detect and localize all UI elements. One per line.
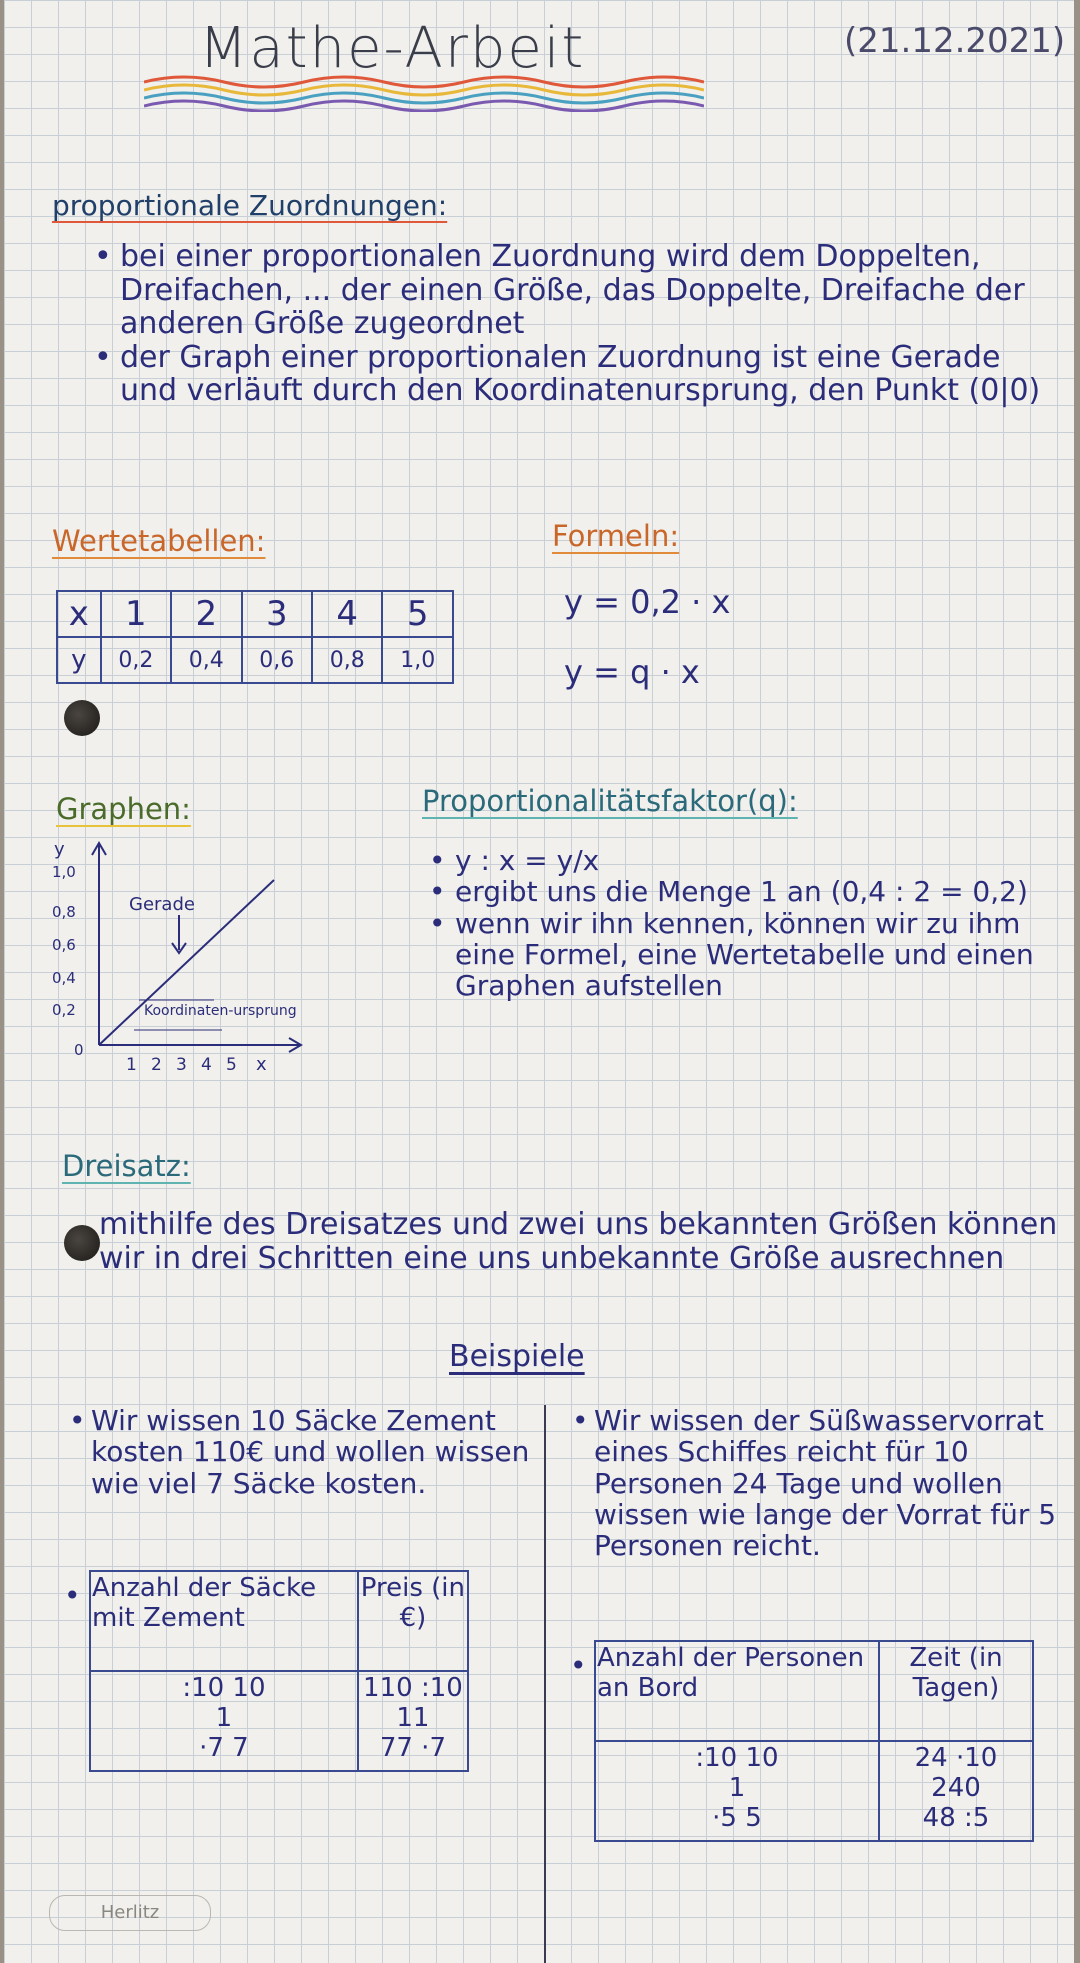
- werte-cell: 3: [242, 591, 312, 637]
- werte-cell: y: [57, 637, 101, 683]
- graph-y-tick: 0,2: [52, 1001, 76, 1019]
- date-label: (21.12.2021): [844, 21, 1066, 61]
- werte-cell: 0,4: [171, 637, 241, 683]
- example-1-left-1: :10 10: [182, 1673, 266, 1703]
- formula-2: y = q · x: [564, 653, 700, 691]
- example-1-left-2: 1: [215, 1703, 233, 1733]
- werte-cell: 1,0: [382, 637, 453, 683]
- graph-x-tick: 1: [126, 1055, 137, 1075]
- punch-hole: [64, 700, 100, 736]
- werte-cell: 0,2: [101, 637, 171, 683]
- heading-wertetabellen: Wertetabellen:: [52, 524, 266, 558]
- graph-x-tick: 4: [201, 1055, 212, 1075]
- graph-x-axis-label: x: [256, 1054, 267, 1075]
- werte-cell: 2: [171, 591, 241, 637]
- heading-proportionalitaetsfaktor: Proportionalitätsfaktor(q):: [422, 784, 798, 818]
- example-2-col1-header: Anzahl der Personen an Bord: [595, 1641, 879, 1741]
- example-1-col1-header: Anzahl der Säcke mit Zement: [90, 1571, 358, 1671]
- herlitz-logo-text: Herlitz: [100, 1902, 160, 1923]
- punch-hole: [64, 1225, 100, 1261]
- example-2-sentence: Wir wissen der Süßwasservorrat eines Schiffes reicht für 10 Personen 24 Tage und wollen wissen wie lange der Vorrat für 5 Personen reicht.: [594, 1404, 1057, 1563]
- example-1-right-1: 110 :10: [363, 1673, 463, 1703]
- prop-bullet-1: • bei einer proportionalen Zuordnung wird dem Doppelten, Dreifachen, ... der einen Größe, das Doppelte, Dreifache der anderen Größe zugeordnet: [94, 240, 1054, 341]
- werte-cell: 0,8: [312, 637, 382, 683]
- graph-y-tick: 0: [74, 1041, 84, 1059]
- example-2-table: [594, 1640, 1034, 1842]
- example-1-text: • Wir wissen 10 Säcke Zement kosten 110€ und wollen wissen wie viel 7 Säcke kosten.: [69, 1404, 530, 1500]
- graph-y-axis-label: y: [54, 839, 65, 860]
- example-2-left-1: :10 10: [695, 1743, 779, 1773]
- example-1-right-3: 77 ·7: [379, 1733, 446, 1763]
- prop-bullet-list: [94, 240, 1054, 408]
- example-1-bullet-dot: •: [64, 1579, 81, 1612]
- werte-cell: x: [57, 591, 101, 637]
- example-2-col2-header: Zeit (in Tagen): [879, 1641, 1033, 1741]
- page-title: Mathe-Arbeit: [199, 16, 586, 81]
- example-2-right-2: 240: [931, 1773, 981, 1803]
- example-2-right-1: 24 ·10: [914, 1743, 998, 1773]
- title-underline-decoration: [144, 72, 704, 112]
- proportional-graph: [44, 835, 334, 1075]
- example-2-left-3: ·5 5: [712, 1803, 762, 1833]
- graph-y-tick: 0,8: [52, 903, 76, 921]
- graph-label-gerade: Gerade: [129, 894, 195, 915]
- graph-y-tick: 0,4: [52, 969, 76, 987]
- heading-formeln: Formeln:: [552, 519, 680, 553]
- example-1-col2-header: Preis (in €): [358, 1571, 468, 1671]
- example-2-text: • Wir wissen der Süßwasservorrat eines Schiffes reicht für 10 Personen 24 Tage und wollen wissen wie lange der Vorrat für 5 Personen reicht.: [572, 1404, 1057, 1563]
- graph-y-tick: 1,0: [52, 863, 76, 881]
- graph-x-tick: 2: [151, 1055, 162, 1075]
- faktor-bullet-2: • ergibt uns die Menge 1 an (0,4 : 2 = 0,2): [429, 876, 1039, 907]
- graph-x-tick: 5: [226, 1055, 237, 1075]
- heading-graphen: Graphen:: [56, 792, 191, 826]
- heading-dreisatz: Dreisatz:: [62, 1149, 191, 1183]
- herlitz-logo: [49, 1895, 211, 1931]
- example-2-right-3: 48 :5: [922, 1803, 990, 1833]
- example-1-left-3: ·7 7: [199, 1733, 249, 1763]
- example-2-left-2: 1: [728, 1773, 746, 1803]
- werte-cell: 0,6: [242, 637, 312, 683]
- graph-x-tick: 3: [176, 1055, 187, 1075]
- werte-table: [56, 590, 454, 684]
- faktor-bullet-1: • y : x = y/x: [429, 845, 1039, 876]
- prop-bullet-2: • der Graph einer proportionalen Zuordnung ist eine Gerade und verläuft durch den Koordinatenursprung, den Punkt (0|0): [94, 341, 1054, 408]
- faktor-bullet-list: [429, 845, 1039, 1002]
- example-1-table: [89, 1570, 469, 1772]
- faktor-bullet-3: • wenn wir ihn kennen, können wir zu ihm eine Formel, eine Wertetabelle und einen Graphen aufstellen: [429, 908, 1039, 1002]
- example-1-sentence: Wir wissen 10 Säcke Zement kosten 110€ und wollen wissen wie viel 7 Säcke kosten.: [91, 1404, 530, 1500]
- graph-label-ursprung: Koordinaten-ursprung: [144, 1003, 297, 1019]
- heading-proportionale-zuordnungen: proportionale Zuordnungen:: [52, 189, 448, 222]
- example-2-bullet-dot: •: [570, 1649, 587, 1682]
- werte-cell: 5: [382, 591, 453, 637]
- werte-cell: 1: [101, 591, 171, 637]
- werte-cell: 4: [312, 591, 382, 637]
- formula-1: y = 0,2 · x: [564, 583, 731, 621]
- example-1-right-2: 11: [396, 1703, 430, 1733]
- dreisatz-bullet: mithilfe des Dreisatzes und zwei uns bekannten Größen können wir in drei Schritten eine uns unbekannte Größe ausrechnen: [99, 1207, 1058, 1276]
- graph-y-tick: 0,6: [52, 936, 76, 954]
- beispiele-heading: Beispiele: [449, 1339, 585, 1374]
- notebook-page: [4, 0, 1074, 1963]
